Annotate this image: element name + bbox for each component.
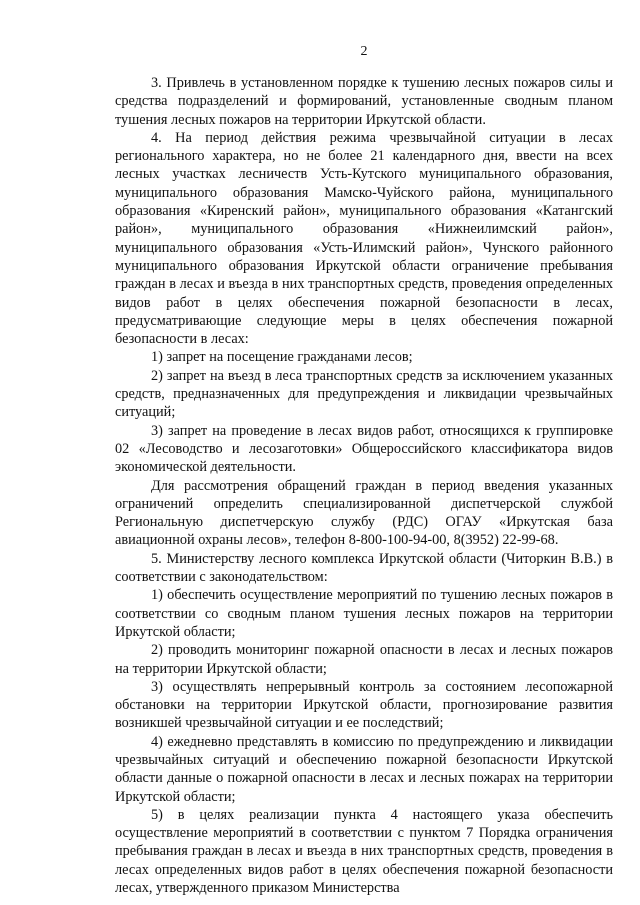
list-item-4-2: 2) запрет на въезд в леса транспортных средств за исключением указанных средств, предназначенных для предупреждения и ликвидации чрезвычайных ситуаций; (115, 367, 613, 421)
list-item-5-2: 2) проводить мониторинг пожарной опасности в лесах и лесных пожаров на территории Иркутской области; (115, 642, 613, 677)
list-item-5-4: 4) ежедневно представлять в комиссию по предупреждению и ликвидации чрезвычайных ситуаций и обеспечению пожарной безопасности Иркутской области данные о пожарной опасности в лесах и лесных пожарах на территории Иркутской области; (115, 733, 613, 805)
list-item-4-3: 3) запрет на проведение в лесах видов работ, относящихся к группировке 02 «Лесоводство и лесозаготовки» Общероссийского классификатора видов экономической деятельности. (115, 422, 613, 476)
list-item-5-3: 3) осуществлять непрерывный контроль за состоянием лесопожарной обстановки на территории Иркутской области, прогнозирование развития возникшей чрезвычайной ситуации и ее последствий; (115, 678, 613, 732)
paragraph-3-forces: 3. Привлечь в установленном порядке к тушению лесных пожаров силы и средства подразделений и формирований, установленные сводным планом тушения лесных пожаров на территории Иркутской области. (115, 75, 613, 128)
paragraph-5-ministry: 5. Министерству лесного комплекса Иркутской области (Читоркин В.В.) в соответствии с законодательством: (115, 550, 613, 586)
page-number: 2 (360, 44, 368, 59)
paragraph-dispatch-service: Для рассмотрения обращений граждан в период введения указанных ограничений определить специализированной диспетчерской службой Региональную диспетчерскую службу (РДС) ОГАУ «Иркутская база авиационной охраны лесов», телефон 8-800-100-94-00, 8(3952) 22-99-68. (115, 477, 613, 549)
list-item-5-5: 5) в целях реализации пункта 4 настоящего указа обеспечить осуществление мероприятий в соответствии с пунктом 7 Порядка ограничения пребывания граждан в лесах и въезда в них транспортных средств, проведения в лесах определенных видов работ в целях обеспечения пожарной безопасности лесах, утвержденного приказом Министерства (115, 806, 613, 897)
list-item-4-1: 1) запрет на посещение гражданами лесов; (151, 349, 413, 366)
list-item-5-1: 1) обеспечить осуществление мероприятий по тушению лесных пожаров в соответствии со сводным планом тушения лесных пожаров на территории Иркутской области; (115, 587, 613, 640)
paragraph-4-restrictions: 4. На период действия режима чрезвычайной ситуации в лесах регионального характера, но не более 21 календарного дня, ввести на всех лесных участках лесничеств Усть-Кутского муниципального образования, муниципального образования Мамско-Чуйского района, муниципального образования «Киренский район», муниципального образования «Катангский район», муниципального образования «Нижнеилимский район», муниципального образования «Усть-Илимский район», Чунского районного муниципального образования Иркутской области ограничение пребывания граждан в лесах и въезда в них транспортных средств, проведения определенных видов работ в целях обеспечения пожарной безопасности в лесах, предусматривающие следующие меры в целях обеспечения пожарной безопасности в лесах: (115, 129, 613, 348)
